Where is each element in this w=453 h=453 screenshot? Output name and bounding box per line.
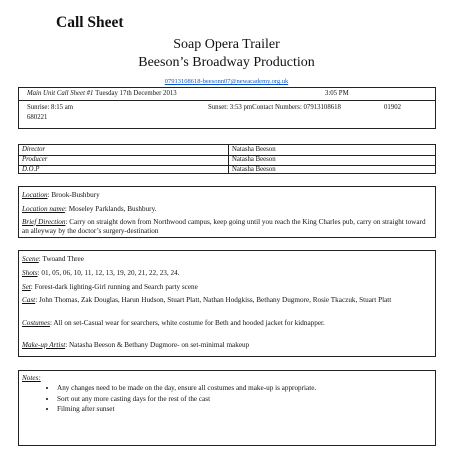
makeup-value: : Natasha Beeson & Bethany Dugmore- on set-minimal makeup [65, 341, 250, 349]
cast-line [22, 296, 429, 305]
makeup-label: Make-up Artist [22, 341, 66, 349]
scene-line [22, 255, 429, 264]
crew-role: Director [22, 146, 46, 153]
scene-value: : Twoand Three [38, 255, 84, 263]
costumes-value: : All on set-Casual wear for searchers, white costume for Beth and hooded jacket for kidnapper. [49, 319, 325, 327]
shots-line [22, 269, 429, 278]
info-row-unit [19, 88, 435, 101]
cast-value: : John Thomas, Zak Douglas, Harun Hudson, Stuart Platt, Nathan Hodgkiss, Bethany Dugmore, Rosie Tkaczuk, Stuart Platt [35, 296, 392, 304]
directions-label: Brief Direction [22, 218, 66, 226]
makeup-line [22, 341, 429, 350]
location-name-line [22, 205, 429, 214]
notes-list [37, 383, 316, 415]
crew-table [18, 144, 436, 174]
crew-row [19, 165, 435, 175]
notes-label: Notes: [22, 374, 41, 382]
document-title: Call Sheet [56, 14, 124, 31]
crew-name: Natasha Beeson [232, 166, 276, 173]
shots-label: Shots [22, 269, 38, 277]
location-name-label: Location name [22, 205, 65, 213]
set-value: : Forest-dark lighting-Girl running and Search party scene [30, 283, 198, 291]
costumes-label: Costumes [22, 319, 50, 327]
unit-label: Main Unit Call Sheet #1 [27, 90, 94, 97]
call-sheet-info-box [18, 87, 436, 129]
scene-label: Scene [22, 255, 39, 263]
directions-value: : Carry on straight down from Northwood campus, keep going until you reach the King Charles pub, carry on straight toward an alleyway by the doctor’s surgery-destination [22, 218, 426, 235]
shots-value: : 01, 05, 06, 10, 11, 12, 13, 19, 20, 21, 22, 23, 24. [37, 269, 180, 277]
crew-role: Producer [22, 156, 48, 163]
contact-number-2a: 01902 [384, 104, 401, 111]
location-value: : Brook-Bushbury [47, 191, 100, 199]
crew-role: D.O.P [22, 166, 40, 173]
scene-box [18, 250, 436, 357]
location-box [18, 186, 436, 238]
notes-box [18, 370, 436, 446]
set-label: Set [22, 283, 31, 291]
sunrise-text: Sunrise: 8:15 am [27, 104, 74, 111]
shoot-date: Tuesday 17th December 2013 [95, 90, 177, 97]
directions-line [22, 218, 429, 236]
contact-number-2b: 680221 [27, 114, 48, 121]
costumes-line [22, 319, 429, 328]
sunset-contacts-text: Sunset: 3:53 pmContact Numbers: 07913108618 [208, 104, 341, 111]
crew-name: Natasha Beeson [232, 156, 276, 163]
note-item: • Filming after sunset [57, 404, 316, 415]
production-subtitle: Soap Opera Trailer [173, 37, 280, 52]
call-time: 3:05 PM [325, 90, 349, 97]
location-label: Location [22, 191, 48, 199]
note-item: • Any changes need to be made on the day, ensure all costumes and make-up is appropriate. [57, 383, 316, 394]
production-name: Beeson’s Broadway Production [138, 55, 315, 70]
note-item: • Sort out any more casting days for the rest of the cast [57, 394, 316, 405]
set-line [22, 283, 429, 292]
crew-name: Natasha Beeson [232, 146, 276, 153]
location-name-value: : Moseley Parklands, Bushbury. [64, 205, 157, 213]
cast-label: Cast [22, 296, 36, 304]
location-line [22, 191, 429, 200]
contact-email-link[interactable]: 07913108618-beesonn07@newacademy.org.uk [164, 78, 289, 85]
